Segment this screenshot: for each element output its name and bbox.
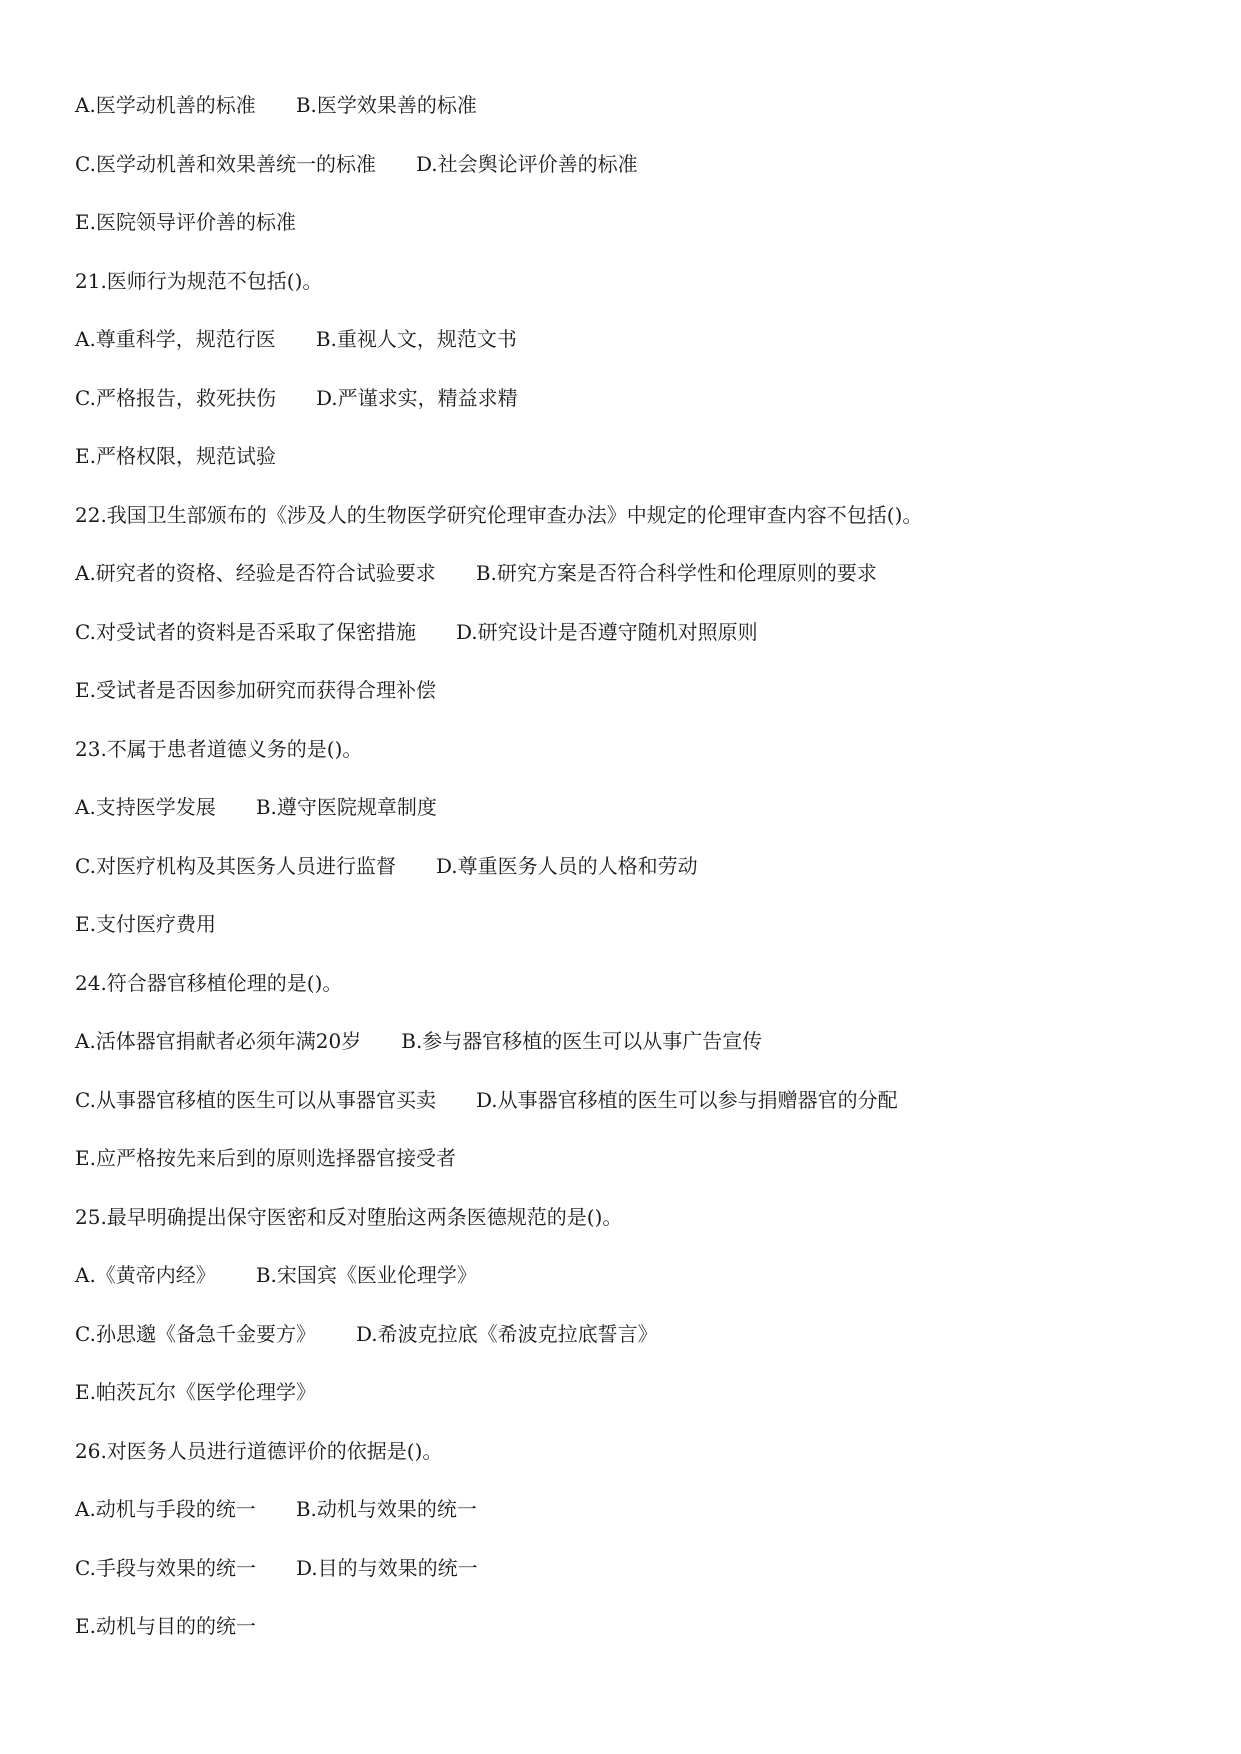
answer-option: B.重视人文，规范文书 bbox=[315, 327, 517, 351]
answer-option: B.研究方案是否符合科学性和伦理原则的要求 bbox=[475, 561, 877, 585]
answer-option: A.支持医学发展 bbox=[75, 795, 216, 819]
answer-option: A.研究者的资格、经验是否符合试验要求 bbox=[75, 561, 436, 585]
answer-option: E.医院领导评价善的标准 bbox=[75, 210, 296, 234]
option-row bbox=[75, 1319, 1195, 1378]
option-row bbox=[75, 90, 1195, 149]
option-row bbox=[75, 617, 1195, 676]
answer-option: C.对医疗机构及其医务人员进行监督 bbox=[75, 853, 396, 878]
answer-option: A.《黄帝内经》 bbox=[75, 1263, 216, 1287]
answer-option: C.从事器官移植的医生可以从事器官买卖 bbox=[75, 1087, 436, 1112]
answer-option: C.严格报告，救死扶伤 bbox=[75, 385, 276, 410]
option-row bbox=[75, 909, 1195, 968]
answer-option: B.参与器官移植的医生可以从事广告宣传 bbox=[401, 1029, 763, 1053]
answer-option: A.动机与手段的统一 bbox=[75, 1497, 256, 1521]
option-row bbox=[75, 675, 1195, 734]
option-row bbox=[75, 1143, 1195, 1202]
answer-option: B.医学效果善的标准 bbox=[295, 93, 477, 117]
answer-option: C.手段与效果的统一 bbox=[75, 1555, 256, 1580]
exam-content bbox=[75, 90, 1195, 1670]
answer-option: A.活体器官捐献者必须年满20岁 bbox=[75, 1029, 362, 1053]
question-stem: 24.符合器官移植伦理的是()。 bbox=[75, 970, 343, 995]
answer-option: E.支付医疗费用 bbox=[75, 912, 216, 936]
answer-option: C.对受试者的资料是否采取了保密措施 bbox=[75, 619, 416, 644]
option-row bbox=[75, 1611, 1195, 1670]
option-row bbox=[75, 1085, 1195, 1144]
answer-option: E.应严格按先来后到的原则选择器官接受者 bbox=[75, 1146, 456, 1170]
answer-option: C.医学动机善和效果善统一的标准 bbox=[75, 151, 376, 176]
answer-option: D.研究设计是否遵守随机对照原则 bbox=[455, 619, 758, 644]
option-row bbox=[75, 1026, 1195, 1085]
answer-option: D.严谨求实，精益求精 bbox=[315, 385, 518, 410]
option-row bbox=[75, 1553, 1195, 1612]
answer-option: D.希波克拉底《希波克拉底誓言》 bbox=[355, 1321, 658, 1346]
answer-option: E.动机与目的的统一 bbox=[75, 1614, 256, 1638]
answer-option: D.目的与效果的统一 bbox=[295, 1555, 478, 1580]
answer-option: D.社会舆论评价善的标准 bbox=[415, 151, 638, 176]
answer-option: E.帕茨瓦尔《医学伦理学》 bbox=[75, 1380, 316, 1404]
answer-option: E.严格权限，规范试验 bbox=[75, 444, 276, 468]
answer-option: B.动机与效果的统一 bbox=[295, 1497, 477, 1521]
answer-option: D.从事器官移植的医生可以参与捐赠器官的分配 bbox=[475, 1087, 898, 1112]
answer-option: A.医学动机善的标准 bbox=[75, 93, 256, 117]
option-row bbox=[75, 383, 1195, 442]
answer-option: C.孙思邈《备急千金要方》 bbox=[75, 1321, 316, 1346]
answer-option: A.尊重科学，规范行医 bbox=[75, 327, 276, 351]
option-row bbox=[75, 441, 1195, 500]
option-row bbox=[75, 558, 1195, 617]
answer-option: D.尊重医务人员的人格和劳动 bbox=[435, 853, 698, 878]
option-row bbox=[75, 851, 1195, 910]
option-row bbox=[75, 149, 1195, 208]
answer-option: E.受试者是否因参加研究而获得合理补偿 bbox=[75, 678, 436, 702]
question-stem: 25.最早明确提出保守医密和反对堕胎这两条医德规范的是()。 bbox=[75, 1204, 623, 1229]
option-row bbox=[75, 1377, 1195, 1436]
question-stem: 23.不属于患者道德义务的是()。 bbox=[75, 736, 363, 761]
option-row bbox=[75, 792, 1195, 851]
answer-option: B.遵守医院规章制度 bbox=[255, 795, 437, 819]
question-stem: 21.医师行为规范不包括()。 bbox=[75, 268, 323, 293]
option-row bbox=[75, 1260, 1195, 1319]
option-row bbox=[75, 1494, 1195, 1553]
option-row bbox=[75, 324, 1195, 383]
option-row bbox=[75, 207, 1195, 266]
question-stem: 26.对医务人员进行道德评价的依据是()。 bbox=[75, 1438, 443, 1463]
question-stem: 22.我国卫生部颁布的《涉及人的生物医学研究伦理审查办法》中规定的伦理审查内容不包括()。 bbox=[75, 502, 923, 527]
answer-option: B.宋国宾《医业伦理学》 bbox=[255, 1263, 477, 1287]
